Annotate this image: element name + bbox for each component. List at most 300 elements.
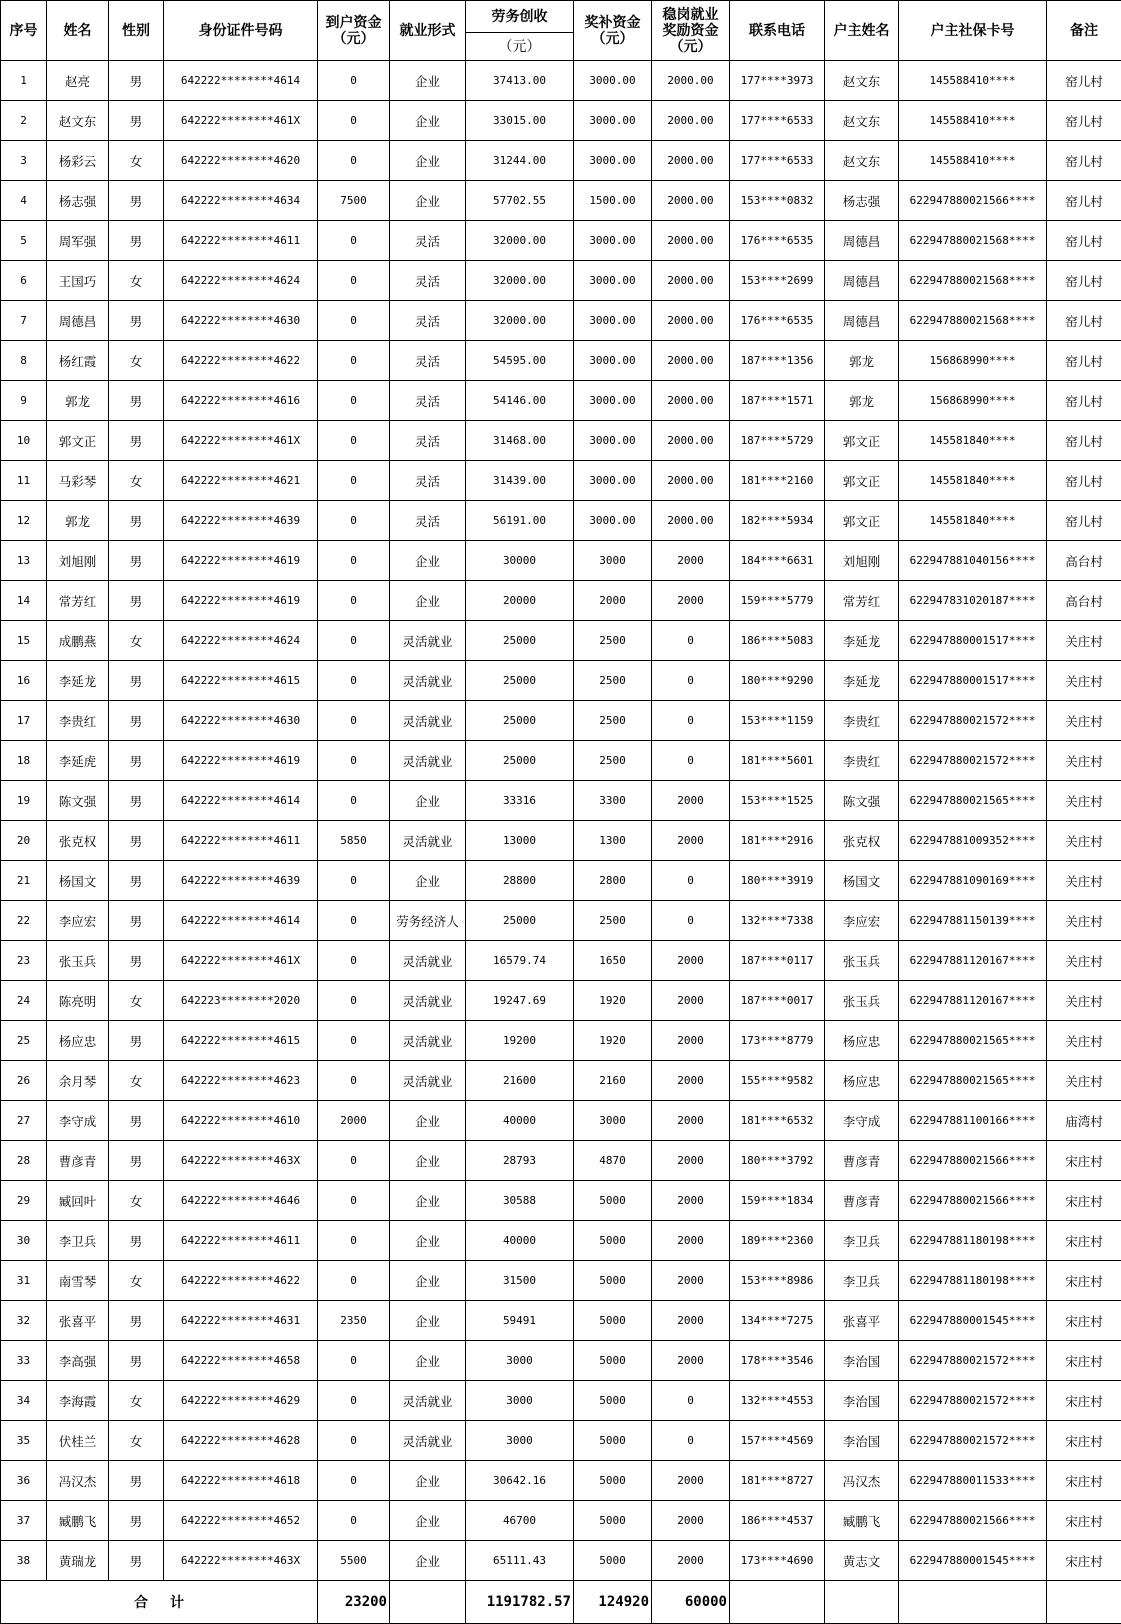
cell-gender: 男 — [109, 1461, 164, 1501]
cell-phone: 181****5601 — [730, 741, 825, 781]
cell-funds-to-household: 0 — [318, 1501, 390, 1541]
cell-householder-card: 622947880021568**** — [899, 221, 1047, 261]
cell-householder-name: 杨国文 — [825, 861, 899, 901]
cell-householder-card: 622947880021565**** — [899, 1021, 1047, 1061]
cell-name: 伏桂兰 — [47, 1421, 109, 1461]
cell-phone: 153****0832 — [730, 181, 825, 221]
cell-subsidy: 5000 — [574, 1381, 652, 1421]
cell-seq: 9 — [1, 381, 47, 421]
total-phone-empty — [730, 1581, 825, 1624]
cell-id-number: 642222********4620 — [164, 141, 318, 181]
cell-gender: 男 — [109, 1541, 164, 1581]
cell-householder-card: 622947881120167**** — [899, 981, 1047, 1021]
table-row — [1, 501, 1121, 541]
cell-funds-to-household: 0 — [318, 61, 390, 101]
cell-phone: 159****5779 — [730, 581, 825, 621]
cell-householder-name: 张喜平 — [825, 1301, 899, 1341]
header-stable-employment-reward — [652, 1, 730, 61]
cell-labor-income: 25000 — [466, 701, 574, 741]
cell-gender: 男 — [109, 61, 164, 101]
cell-subsidy: 2500 — [574, 741, 652, 781]
cell-labor-income: 54146.00 — [466, 381, 574, 421]
cell-subsidy: 3000.00 — [574, 141, 652, 181]
cell-stable-employment-reward: 2000.00 — [652, 461, 730, 501]
cell-phone: 180****9290 — [730, 661, 825, 701]
cell-seq: 5 — [1, 221, 47, 261]
cell-householder-card: 622947880021565**** — [899, 781, 1047, 821]
cell-employment-type: 企业 — [390, 581, 466, 621]
cell-phone: 177****6533 — [730, 101, 825, 141]
cell-phone: 153****8986 — [730, 1261, 825, 1301]
cell-householder-name: 周德昌 — [825, 221, 899, 261]
cell-name: 郭龙 — [47, 501, 109, 541]
cell-remarks: 庙湾村 — [1047, 1101, 1121, 1141]
cell-seq: 28 — [1, 1141, 47, 1181]
cell-subsidy: 1300 — [574, 821, 652, 861]
header-subsidy-label: 奖补资金（元） — [578, 15, 648, 47]
cell-stable-employment-reward: 2000 — [652, 1181, 730, 1221]
cell-householder-card: 622947880021566**** — [899, 1501, 1047, 1541]
table-row — [1, 781, 1121, 821]
cell-employment-type: 企业 — [390, 1221, 466, 1261]
cell-employment-type: 企业 — [390, 141, 466, 181]
cell-subsidy: 3000.00 — [574, 261, 652, 301]
cell-householder-card: 622947880001545**** — [899, 1301, 1047, 1341]
cell-id-number: 642222********4618 — [164, 1461, 318, 1501]
cell-gender: 男 — [109, 1301, 164, 1341]
cell-funds-to-household: 0 — [318, 1021, 390, 1061]
cell-labor-income: 46700 — [466, 1501, 574, 1541]
cell-stable-employment-reward: 2000.00 — [652, 381, 730, 421]
cell-gender: 女 — [109, 141, 164, 181]
totals-label: 合计 — [1, 1581, 318, 1624]
header-employment-type: 就业形式 — [390, 1, 466, 61]
cell-seq: 20 — [1, 821, 47, 861]
cell-id-number: 642222********4634 — [164, 181, 318, 221]
cell-id-number: 642222********4616 — [164, 381, 318, 421]
cell-householder-name: 张玉兵 — [825, 981, 899, 1021]
table-row — [1, 701, 1121, 741]
cell-name: 张玉兵 — [47, 941, 109, 981]
cell-stable-employment-reward: 2000 — [652, 581, 730, 621]
cell-stable-employment-reward: 2000.00 — [652, 61, 730, 101]
cell-householder-card: 622947880021565**** — [899, 1061, 1047, 1101]
cell-gender: 男 — [109, 581, 164, 621]
cell-remarks: 关庄村 — [1047, 661, 1121, 701]
cell-householder-card: 145581840**** — [899, 421, 1047, 461]
cell-funds-to-household: 0 — [318, 221, 390, 261]
cell-funds-to-household: 5500 — [318, 1541, 390, 1581]
cell-labor-income: 31500 — [466, 1261, 574, 1301]
cell-remarks: 关庄村 — [1047, 621, 1121, 661]
cell-employment-type: 企业 — [390, 1101, 466, 1141]
cell-householder-name: 杨志强 — [825, 181, 899, 221]
cell-seq: 13 — [1, 541, 47, 581]
cell-stable-employment-reward: 2000.00 — [652, 221, 730, 261]
cell-householder-name: 李卫兵 — [825, 1221, 899, 1261]
cell-name: 陈亮明 — [47, 981, 109, 1021]
cell-labor-income: 40000 — [466, 1101, 574, 1141]
cell-name: 杨国文 — [47, 861, 109, 901]
cell-phone: 181****6532 — [730, 1101, 825, 1141]
cell-funds-to-household: 2000 — [318, 1101, 390, 1141]
cell-householder-name: 李延龙 — [825, 661, 899, 701]
total-employment-type-empty — [390, 1581, 466, 1624]
cell-name: 郭龙 — [47, 381, 109, 421]
header-labor-income: 劳务创收 — [466, 1, 574, 33]
cell-householder-card: 622947881120167**** — [899, 941, 1047, 981]
cell-employment-type: 企业 — [390, 61, 466, 101]
cell-gender: 女 — [109, 1381, 164, 1421]
cell-labor-income: 19200 — [466, 1021, 574, 1061]
cell-employment-type: 灵活就业 — [390, 941, 466, 981]
cell-remarks: 关庄村 — [1047, 981, 1121, 1021]
cell-id-number: 642222********4658 — [164, 1341, 318, 1381]
cell-gender: 男 — [109, 941, 164, 981]
cell-labor-income: 31244.00 — [466, 141, 574, 181]
cell-phone: 184****6631 — [730, 541, 825, 581]
cell-phone: 177****3973 — [730, 61, 825, 101]
cell-subsidy: 2500 — [574, 901, 652, 941]
cell-phone: 187****1356 — [730, 341, 825, 381]
cell-gender: 男 — [109, 381, 164, 421]
cell-employment-type: 企业 — [390, 1341, 466, 1381]
cell-stable-employment-reward: 2000.00 — [652, 261, 730, 301]
cell-phone: 178****3546 — [730, 1341, 825, 1381]
cell-employment-type: 灵活 — [390, 501, 466, 541]
header-gender: 性别 — [109, 1, 164, 61]
cell-funds-to-household: 0 — [318, 621, 390, 661]
cell-remarks: 窑儿村 — [1047, 181, 1121, 221]
cell-householder-card: 622947880021572**** — [899, 1341, 1047, 1381]
cell-phone: 180****3919 — [730, 861, 825, 901]
cell-phone: 181****8727 — [730, 1461, 825, 1501]
table-row — [1, 661, 1121, 701]
cell-householder-card: 622947881150139**** — [899, 901, 1047, 941]
table-row — [1, 581, 1121, 621]
cell-householder-card: 622947880021572**** — [899, 701, 1047, 741]
cell-phone: 132****4553 — [730, 1381, 825, 1421]
cell-subsidy: 2800 — [574, 861, 652, 901]
cell-seq: 38 — [1, 1541, 47, 1581]
cell-subsidy: 3000.00 — [574, 221, 652, 261]
cell-labor-income: 28793 — [466, 1141, 574, 1181]
table-body — [1, 61, 1121, 1581]
cell-phone: 187****1571 — [730, 381, 825, 421]
cell-phone: 187****0017 — [730, 981, 825, 1021]
cell-phone: 187****0117 — [730, 941, 825, 981]
cell-name: 曹彦青 — [47, 1141, 109, 1181]
cell-gender: 男 — [109, 301, 164, 341]
cell-id-number: 642222********4614 — [164, 901, 318, 941]
cell-funds-to-household: 0 — [318, 981, 390, 1021]
cell-gender: 男 — [109, 1021, 164, 1061]
header-householder-name: 户主姓名 — [825, 1, 899, 61]
cell-remarks: 关庄村 — [1047, 741, 1121, 781]
cell-employment-type: 企业 — [390, 861, 466, 901]
cell-id-number: 642222********4630 — [164, 701, 318, 741]
cell-funds-to-household: 0 — [318, 261, 390, 301]
cell-remarks: 窑儿村 — [1047, 261, 1121, 301]
cell-seq: 6 — [1, 261, 47, 301]
cell-phone: 153****1525 — [730, 781, 825, 821]
cell-householder-card: 622947880021566**** — [899, 181, 1047, 221]
cell-funds-to-household: 0 — [318, 901, 390, 941]
cell-id-number: 642222********4639 — [164, 501, 318, 541]
cell-subsidy: 3000.00 — [574, 101, 652, 141]
cell-seq: 10 — [1, 421, 47, 461]
cell-householder-name: 郭文正 — [825, 461, 899, 501]
cell-subsidy: 3000.00 — [574, 61, 652, 101]
cell-gender: 男 — [109, 1221, 164, 1261]
cell-labor-income: 20000 — [466, 581, 574, 621]
cell-remarks: 宋庄村 — [1047, 1301, 1121, 1341]
totals-row — [1, 1581, 1121, 1624]
cell-subsidy: 3000.00 — [574, 381, 652, 421]
cell-householder-card: 156868990**** — [899, 341, 1047, 381]
cell-phone: 177****6533 — [730, 141, 825, 181]
cell-name: 李高强 — [47, 1341, 109, 1381]
cell-subsidy: 5000 — [574, 1301, 652, 1341]
cell-remarks: 宋庄村 — [1047, 1141, 1121, 1181]
cell-id-number: 642222********461X — [164, 941, 318, 981]
cell-remarks: 窑儿村 — [1047, 461, 1121, 501]
cell-id-number: 642222********4624 — [164, 621, 318, 661]
cell-employment-type: 企业 — [390, 1141, 466, 1181]
cell-employment-type: 企业 — [390, 1461, 466, 1501]
cell-householder-card: 622947880021568**** — [899, 261, 1047, 301]
cell-gender: 男 — [109, 421, 164, 461]
cell-subsidy: 5000 — [574, 1461, 652, 1501]
cell-funds-to-household: 0 — [318, 701, 390, 741]
cell-phone: 176****6535 — [730, 221, 825, 261]
cell-labor-income: 54595.00 — [466, 341, 574, 381]
cell-employment-type: 企业 — [390, 1501, 466, 1541]
cell-gender: 男 — [109, 181, 164, 221]
cell-id-number: 642222********461X — [164, 421, 318, 461]
cell-stable-employment-reward: 2000 — [652, 941, 730, 981]
cell-remarks: 窑儿村 — [1047, 101, 1121, 141]
table-row — [1, 1261, 1121, 1301]
cell-labor-income: 16579.74 — [466, 941, 574, 981]
cell-labor-income: 31468.00 — [466, 421, 574, 461]
table-row — [1, 261, 1121, 301]
table-row — [1, 1181, 1121, 1221]
cell-funds-to-household: 0 — [318, 741, 390, 781]
cell-householder-card: 622947880001545**** — [899, 1541, 1047, 1581]
cell-employment-type: 灵活就业 — [390, 621, 466, 661]
cell-seq: 23 — [1, 941, 47, 981]
cell-id-number: 642222********4611 — [164, 221, 318, 261]
cell-gender: 男 — [109, 1501, 164, 1541]
cell-funds-to-household: 7500 — [318, 181, 390, 221]
cell-householder-name: 刘旭刚 — [825, 541, 899, 581]
table-row — [1, 421, 1121, 461]
cell-labor-income: 57702.55 — [466, 181, 574, 221]
cell-employment-type: 灵活 — [390, 341, 466, 381]
cell-seq: 7 — [1, 301, 47, 341]
cell-seq: 35 — [1, 1421, 47, 1461]
cell-labor-income: 31439.00 — [466, 461, 574, 501]
cell-id-number: 642222********4624 — [164, 261, 318, 301]
cell-householder-card: 622947881090169**** — [899, 861, 1047, 901]
cell-subsidy: 3000.00 — [574, 501, 652, 541]
cell-id-number: 642222********4611 — [164, 821, 318, 861]
cell-name: 常芳红 — [47, 581, 109, 621]
cell-subsidy: 3000 — [574, 541, 652, 581]
cell-funds-to-household: 0 — [318, 1141, 390, 1181]
cell-stable-employment-reward: 0 — [652, 741, 730, 781]
table-row — [1, 1421, 1121, 1461]
table-row — [1, 101, 1121, 141]
cell-name: 成鹏燕 — [47, 621, 109, 661]
cell-remarks: 关庄村 — [1047, 701, 1121, 741]
cell-householder-name: 李守成 — [825, 1101, 899, 1141]
cell-name: 南雪琴 — [47, 1261, 109, 1301]
cell-name: 臧回叶 — [47, 1181, 109, 1221]
cell-seq: 2 — [1, 101, 47, 141]
table-row — [1, 461, 1121, 501]
cell-labor-income: 37413.00 — [466, 61, 574, 101]
cell-labor-income: 56191.00 — [466, 501, 574, 541]
cell-stable-employment-reward: 2000.00 — [652, 141, 730, 181]
cell-name: 刘旭刚 — [47, 541, 109, 581]
cell-labor-income: 3000 — [466, 1381, 574, 1421]
cell-funds-to-household: 0 — [318, 381, 390, 421]
cell-householder-name: 李治国 — [825, 1381, 899, 1421]
cell-householder-card: 622947831020187**** — [899, 581, 1047, 621]
cell-id-number: 642222********463X — [164, 1541, 318, 1581]
cell-phone: 153****2699 — [730, 261, 825, 301]
cell-remarks: 宋庄村 — [1047, 1461, 1121, 1501]
cell-stable-employment-reward: 2000 — [652, 1501, 730, 1541]
cell-subsidy: 3000.00 — [574, 301, 652, 341]
cell-funds-to-household: 0 — [318, 1261, 390, 1301]
cell-remarks: 宋庄村 — [1047, 1501, 1121, 1541]
cell-seq: 8 — [1, 341, 47, 381]
cell-householder-name: 周德昌 — [825, 301, 899, 341]
cell-subsidy: 2500 — [574, 621, 652, 661]
cell-id-number: 642222********4614 — [164, 61, 318, 101]
cell-seq: 12 — [1, 501, 47, 541]
cell-subsidy: 5000 — [574, 1261, 652, 1301]
cell-gender: 男 — [109, 221, 164, 261]
cell-seq: 25 — [1, 1021, 47, 1061]
cell-householder-name: 赵文东 — [825, 101, 899, 141]
table-row — [1, 901, 1121, 941]
cell-stable-employment-reward: 2000 — [652, 1541, 730, 1581]
cell-seq: 21 — [1, 861, 47, 901]
cell-id-number: 642222********4630 — [164, 301, 318, 341]
cell-labor-income: 33316 — [466, 781, 574, 821]
cell-labor-income: 65111.43 — [466, 1541, 574, 1581]
cell-remarks: 高台村 — [1047, 541, 1121, 581]
cell-subsidy: 2000 — [574, 581, 652, 621]
cell-funds-to-household: 0 — [318, 301, 390, 341]
cell-householder-name: 赵文东 — [825, 61, 899, 101]
cell-seq: 24 — [1, 981, 47, 1021]
cell-gender: 男 — [109, 101, 164, 141]
cell-id-number: 642222********4622 — [164, 341, 318, 381]
cell-seq: 26 — [1, 1061, 47, 1101]
header-phone: 联系电话 — [730, 1, 825, 61]
cell-id-number: 642222********4619 — [164, 741, 318, 781]
cell-stable-employment-reward: 0 — [652, 701, 730, 741]
cell-funds-to-household: 0 — [318, 781, 390, 821]
cell-seq: 30 — [1, 1221, 47, 1261]
cell-subsidy: 1920 — [574, 1021, 652, 1061]
cell-name: 杨彩云 — [47, 141, 109, 181]
cell-name: 陈文强 — [47, 781, 109, 821]
cell-phone: 189****2360 — [730, 1221, 825, 1261]
table-row — [1, 1301, 1121, 1341]
cell-subsidy: 5000 — [574, 1221, 652, 1261]
cell-householder-card: 622947880021566**** — [899, 1181, 1047, 1221]
cell-id-number: 642222********4631 — [164, 1301, 318, 1341]
cell-stable-employment-reward: 2000 — [652, 1261, 730, 1301]
cell-seq: 11 — [1, 461, 47, 501]
cell-gender: 女 — [109, 261, 164, 301]
cell-labor-income: 32000.00 — [466, 301, 574, 341]
header-seq: 序号 — [1, 1, 47, 61]
cell-phone: 132****7338 — [730, 901, 825, 941]
cell-remarks: 窑儿村 — [1047, 141, 1121, 181]
cell-id-number: 642222********4628 — [164, 1421, 318, 1461]
cell-stable-employment-reward: 0 — [652, 901, 730, 941]
total-funds-to-household: 23200 — [318, 1581, 390, 1624]
cell-subsidy: 4870 — [574, 1141, 652, 1181]
header-funds-to-household-label: 到户资金（元） — [322, 15, 386, 47]
cell-subsidy: 5000 — [574, 1421, 652, 1461]
total-labor-income: 1191782.57 — [466, 1581, 574, 1624]
cell-seq: 17 — [1, 701, 47, 741]
table-row — [1, 821, 1121, 861]
cell-id-number: 642223********2020 — [164, 981, 318, 1021]
cell-name: 李延虎 — [47, 741, 109, 781]
cell-phone: 176****6535 — [730, 301, 825, 341]
cell-labor-income: 3000 — [466, 1341, 574, 1381]
cell-householder-name: 李治国 — [825, 1341, 899, 1381]
table-row — [1, 341, 1121, 381]
cell-householder-name: 郭文正 — [825, 421, 899, 461]
cell-subsidy: 2160 — [574, 1061, 652, 1101]
cell-subsidy: 5000 — [574, 1501, 652, 1541]
cell-seq: 19 — [1, 781, 47, 821]
cell-remarks: 关庄村 — [1047, 1061, 1121, 1101]
cell-subsidy: 5000 — [574, 1541, 652, 1581]
cell-householder-name: 张克权 — [825, 821, 899, 861]
table-header — [1, 1, 1121, 61]
cell-remarks: 窑儿村 — [1047, 221, 1121, 261]
cell-stable-employment-reward: 2000.00 — [652, 421, 730, 461]
cell-id-number: 642222********4629 — [164, 1381, 318, 1421]
cell-householder-name: 赵文东 — [825, 141, 899, 181]
cell-subsidy: 3000.00 — [574, 341, 652, 381]
cell-householder-name: 郭龙 — [825, 381, 899, 421]
cell-name: 李守成 — [47, 1101, 109, 1141]
cell-labor-income: 28800 — [466, 861, 574, 901]
cell-id-number: 642222********461X — [164, 101, 318, 141]
total-remarks-empty — [1047, 1581, 1121, 1624]
cell-name: 周德昌 — [47, 301, 109, 341]
cell-employment-type: 灵活 — [390, 381, 466, 421]
cell-seq: 4 — [1, 181, 47, 221]
cell-id-number: 642222********4646 — [164, 1181, 318, 1221]
cell-gender: 男 — [109, 901, 164, 941]
cell-name: 臧鹏飞 — [47, 1501, 109, 1541]
cell-gender: 男 — [109, 541, 164, 581]
cell-gender: 男 — [109, 501, 164, 541]
